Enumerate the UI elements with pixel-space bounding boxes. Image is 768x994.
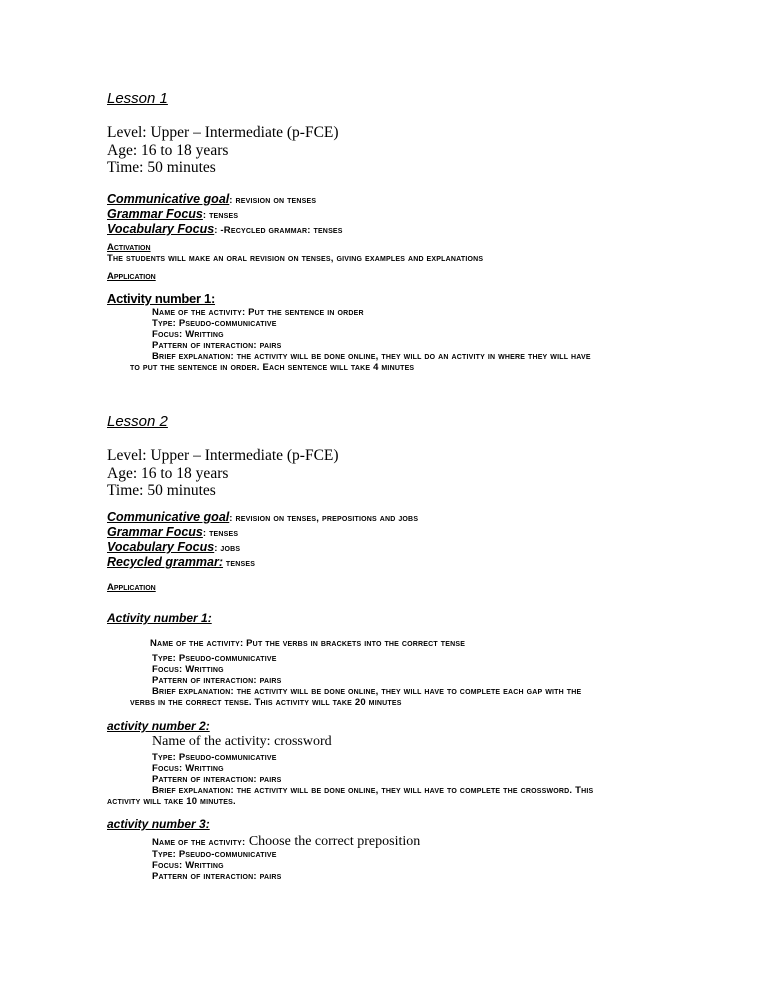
lesson2-title: Lesson 2 [107, 413, 168, 430]
vocabulary-focus-label: Vocabulary Focus [107, 222, 215, 236]
lesson1-activity1-brief: Brief explanation: the activity will be done online, they will do an activity in where they will have [152, 351, 591, 362]
lesson2-activity3-heading: activity number 3: [107, 817, 210, 831]
lesson1-activity1-name: Name of the activity: Put the sentence in order [152, 307, 364, 318]
grammar-focus-label: Grammar Focus [107, 525, 203, 539]
activation-text: The students will make an oral revision on tenses, giving examples and explanations [107, 253, 484, 264]
lesson2-activity2-heading: activity number 2: [107, 719, 210, 733]
grammar-focus-label: Grammar Focus [107, 207, 203, 221]
lesson2-activity1-name: Name of the activity: Put the verbs in brackets into the correct tense [150, 638, 466, 649]
lesson2-activity1-brief: Brief explanation: the activity will be done online, they will have to complete each gap with the [152, 686, 582, 697]
lesson1-application-heading: Application [107, 271, 156, 282]
vocabulary-focus-value: : -Recycled grammar: tenses [214, 225, 343, 236]
lesson2-age: Age: 16 to 18 years [107, 465, 229, 482]
lesson1-time: Time: 50 minutes [107, 159, 216, 176]
activity3-name-value: Choose the correct preposition [245, 834, 421, 849]
communicative-goal-value: : revision on tenses, prepositions and jobs [229, 513, 419, 524]
lesson2-activity1-type: Type: Pseudo-communicative [152, 653, 277, 664]
lesson1-level: Level: Upper – Intermediate (p-FCE) [107, 124, 339, 141]
communicative-goal-label: Communicative goal [107, 192, 230, 206]
lesson2-activity3-name [152, 832, 420, 850]
lesson2-activity1-heading: Activity number 1: [107, 611, 212, 625]
lesson1-activity1-brief-cont: to put the sentence in order. Each sentence will take 4 minutes [130, 362, 415, 373]
activity3-name-label: Name of the activity: [152, 837, 246, 848]
lesson1-age: Age: 16 to 18 years [107, 142, 229, 159]
lesson2-activity3-focus: Focus: Writting [152, 860, 224, 871]
lesson2-application-heading: Application [107, 582, 156, 593]
lesson2-time: Time: 50 minutes [107, 482, 216, 499]
recycled-grammar-value: tenses [223, 558, 256, 569]
lesson2-activity1-brief-cont: verbs in the correct tense. This activity will take 20 minutes [130, 697, 402, 708]
communicative-goal-value: : revision on tenses [229, 195, 317, 206]
grammar-focus-value: : tenses [202, 528, 239, 539]
lesson2-activity2-brief: Brief explanation: the activity will be done online, they will have to complete the crossword. This [152, 785, 594, 796]
recycled-grammar-label: Recycled grammar: [107, 555, 224, 569]
lesson1-activity1-focus: Focus: Writting [152, 329, 224, 340]
vocabulary-focus-label: Vocabulary Focus [107, 540, 215, 554]
lesson2-recycled-grammar [107, 553, 255, 571]
lesson2-activity2-pattern: Pattern of interaction: pairs [152, 774, 282, 785]
lesson2-activity2-focus: Focus: Writting [152, 763, 224, 774]
lesson1-activity1-type: Type: Pseudo-communicative [152, 318, 277, 329]
lesson2-activity3-pattern: Pattern of interaction: pairs [152, 871, 282, 882]
lesson2-activity2-type: Type: Pseudo-communicative [152, 752, 277, 763]
lesson2-activity3-type: Type: Pseudo-communicative [152, 849, 277, 860]
grammar-focus-value: : tenses [202, 210, 239, 221]
lesson1-activity1-pattern: Pattern of interaction: pairs [152, 340, 282, 351]
lesson2-activity2-brief-cont: activity will take 10 minutes. [107, 796, 236, 807]
lesson2-activity1-focus: Focus: Writting [152, 664, 224, 675]
communicative-goal-label: Communicative goal [107, 510, 230, 524]
lesson2-activity2-name: Name of the activity: crossword [152, 734, 332, 749]
lesson2-activity1-pattern: Pattern of interaction: pairs [152, 675, 282, 686]
lesson2-level: Level: Upper – Intermediate (p-FCE) [107, 447, 339, 464]
lesson1-vocabulary-focus [107, 220, 343, 238]
vocabulary-focus-value: : jobs [214, 543, 241, 554]
lesson1-activity1-heading: Activity number 1: [107, 291, 216, 306]
activation-heading: Activation [107, 242, 151, 253]
lesson1-title: Lesson 1 [107, 90, 168, 107]
